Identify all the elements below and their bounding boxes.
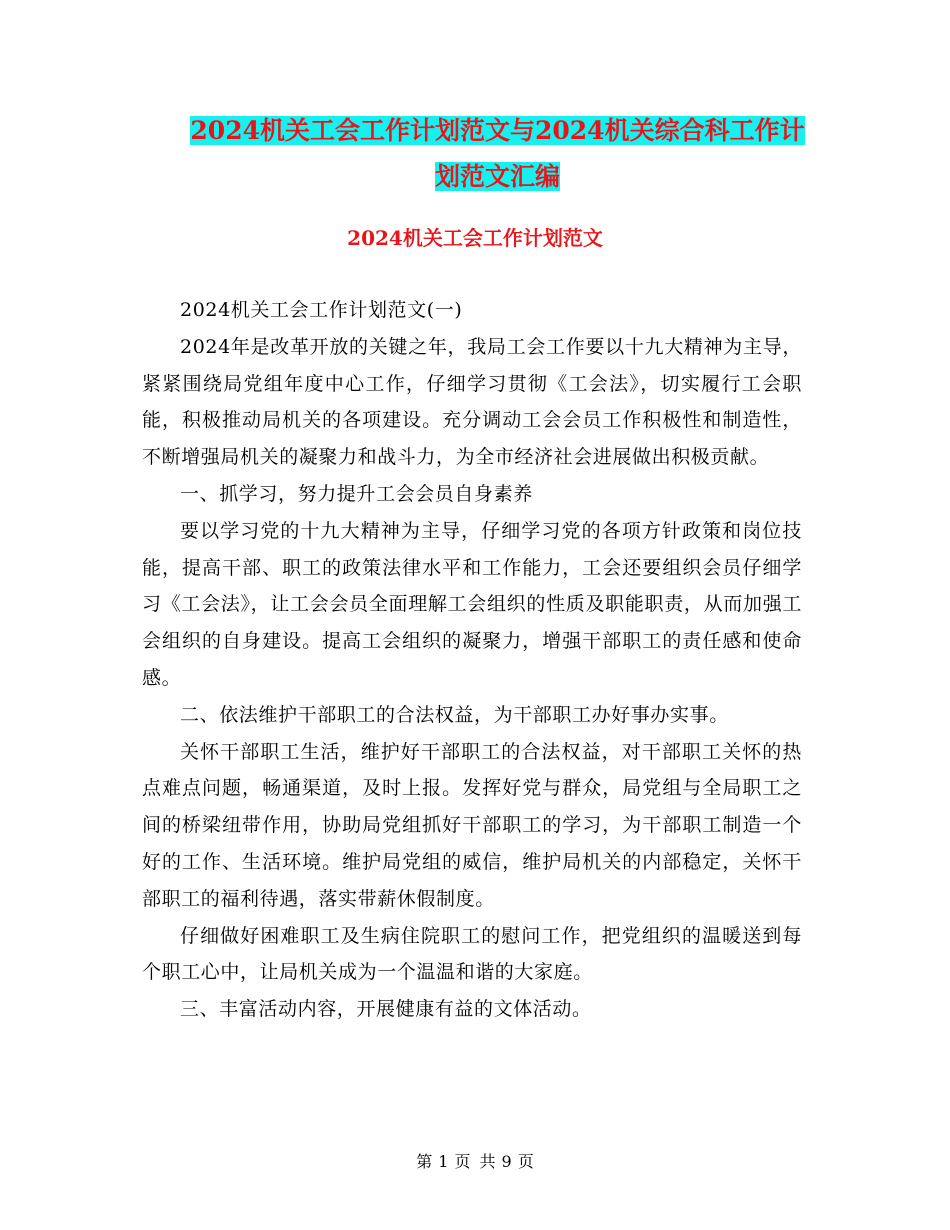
paragraph: 2024年是改革开放的关键之年，我局工会工作要以十九大精神为主导，紧紧围绕局党组年度中心工作，仔细学习贯彻《工会法》，切实履行工会职能，积极推动局机关的各项建设。充分调动工会会员工作积极性和制造性，不断增强局机关的凝聚力和战斗力，为全市经济社会进展做出积极贡献。 (142, 335, 802, 469)
document-title (140, 108, 855, 200)
paragraph: 仔细做好困难职工及生病住院职工的慰问工作，把党组织的温暖送到每个职工心中，让局机关成为一个温温和谐的大家庭。 (142, 924, 802, 984)
title-line-1: 2024机关工会工作计划范文与2024机关综合科工作计 (190, 116, 805, 145)
footer-suffix: 页 (517, 1152, 534, 1171)
footer-prefix: 第 (416, 1152, 433, 1171)
paragraph: 要以学习党的十九大精神为主导，仔细学习党的各项方针政策和岗位技能，提高干部、职工的政策法律水平和工作能力，工会还要组织会员仔细学习《工会法》，让工会会员全面理解工会组织的性质及职能职责，从而加强工会组织的自身建设。提高工会组织的凝聚力，增强干部职工的责任感和使命感。 (142, 519, 802, 689)
page-total: 9 (501, 1152, 512, 1171)
section-title: 2024机关工会工作计划范文 (347, 226, 603, 250)
page-number: 1 (438, 1152, 449, 1171)
paragraph: 2024机关工会工作计划范文(一) (180, 299, 463, 321)
paragraph: 关怀干部职工生活，维护好干部职工的合法权益，对干部职工关怀的热点难点问题，畅通渠道，及时上报。发挥好党与群众，局党组与全局职工之间的桥梁纽带作用，协助局党组抓好干部职工的学习，为干部职工制造一个好的工作、生活环境。维护局党组的威信，维护局机关的内部稳定，关怀干部职工的福利待遇，落实带薪休假制度。 (142, 740, 802, 910)
paragraph: 一、抓学习，努力提升工会会员自身素养 (180, 482, 533, 505)
paragraph: 二、依法维护干部职工的合法权益，为干部职工办好事办实事。 (180, 703, 729, 726)
paragraph: 三、丰富活动内容，开展健康有益的文体活动。 (180, 998, 592, 1021)
footer-middle: 页 共 (454, 1152, 496, 1171)
document-body (142, 292, 802, 1028)
title-line-2: 划范文汇编 (434, 162, 560, 191)
page-footer (0, 1152, 950, 1172)
